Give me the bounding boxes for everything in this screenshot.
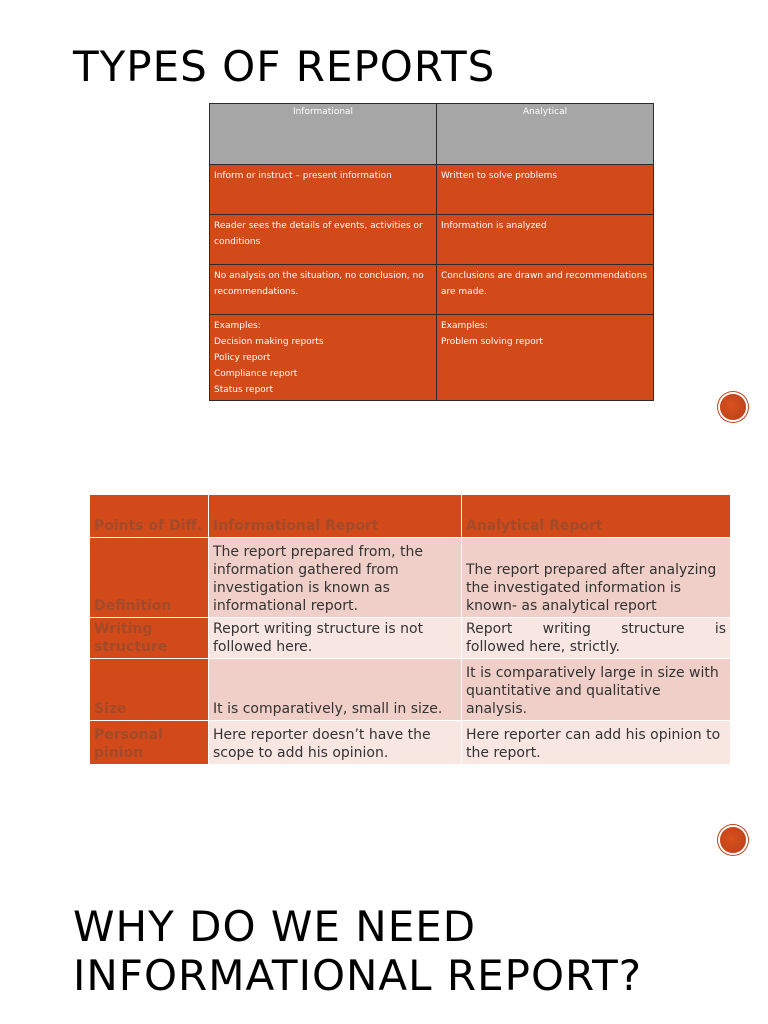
title-line: WHY DO WE NEED [73, 902, 477, 951]
table-row [90, 721, 731, 765]
table-cell: Written to solve problems [437, 165, 654, 215]
table-row [90, 618, 731, 659]
table-cell: Reader sees the details of events, activities or conditions [210, 215, 437, 265]
table-cell: Inform or instruct – present information [210, 165, 437, 215]
examples-analytical [437, 315, 654, 401]
examples-informational [210, 315, 437, 401]
justified-line [466, 620, 726, 638]
text-line: followed here, strictly. [466, 639, 620, 655]
word: is [714, 621, 726, 637]
column-header-informational-report: Informational Report [209, 495, 462, 538]
table-row [210, 265, 654, 315]
word: writing [542, 621, 591, 637]
examples-line: Policy report [214, 353, 271, 363]
table-row [90, 538, 731, 618]
examples-line: Status report [214, 385, 274, 395]
table-cell: No analysis on the situation, no conclusion, no recommendations. [210, 265, 437, 315]
table-cell: It is comparatively, small in size. [209, 659, 462, 721]
table-cell: Here reporter can add his opinion to the report. [462, 721, 731, 765]
row-label: Writing structure [90, 618, 209, 659]
table-row [210, 215, 654, 265]
column-header-analytical-report: Analytical Report [462, 495, 731, 538]
table-cell: The report prepared after analyzing the investigated information is known- as analytical report [462, 538, 731, 618]
word: structure [621, 621, 685, 637]
table-row-examples [210, 315, 654, 401]
column-header-informational: Informational [210, 104, 437, 165]
table-cell: Information is analyzed [437, 215, 654, 265]
table-cell: Conclusions are drawn and recommendations are made. [437, 265, 654, 315]
table-row [210, 165, 654, 215]
slide-bullet-icon [720, 827, 746, 853]
comparison-table [89, 494, 731, 765]
table-cell: The report prepared from, the information gathered from investigation is known as informational report. [209, 538, 462, 618]
examples-line: Examples: [441, 321, 488, 331]
table-cell: It is comparatively large in size with quantitative and qualitative analysis. [462, 659, 731, 721]
table-cell [462, 618, 731, 659]
slide-bullet-icon [720, 394, 746, 420]
row-label: Personal pinion [90, 721, 209, 765]
word: Report [466, 621, 513, 637]
examples-line: Compliance report [214, 369, 298, 379]
row-label: Size [90, 659, 209, 721]
table-cell: Here reporter doesn’t have the scope to add his opinion. [209, 721, 462, 765]
table-cell: Report writing structure is not followed here. [209, 618, 462, 659]
examples-line: Examples: [214, 321, 261, 331]
table-row [90, 659, 731, 721]
column-header-analytical: Analytical [437, 104, 654, 165]
types-of-reports-table [209, 103, 654, 401]
row-label: Definition [90, 538, 209, 618]
slide-title-why [73, 902, 642, 1000]
examples-line: Decision making reports [214, 337, 324, 347]
examples-line: Problem solving report [441, 337, 543, 347]
title-line: INFORMATIONAL REPORT? [73, 951, 643, 1001]
column-header-points: Points of Diff. [90, 495, 209, 538]
slide-title: TYPES OF REPORTS [73, 42, 496, 91]
